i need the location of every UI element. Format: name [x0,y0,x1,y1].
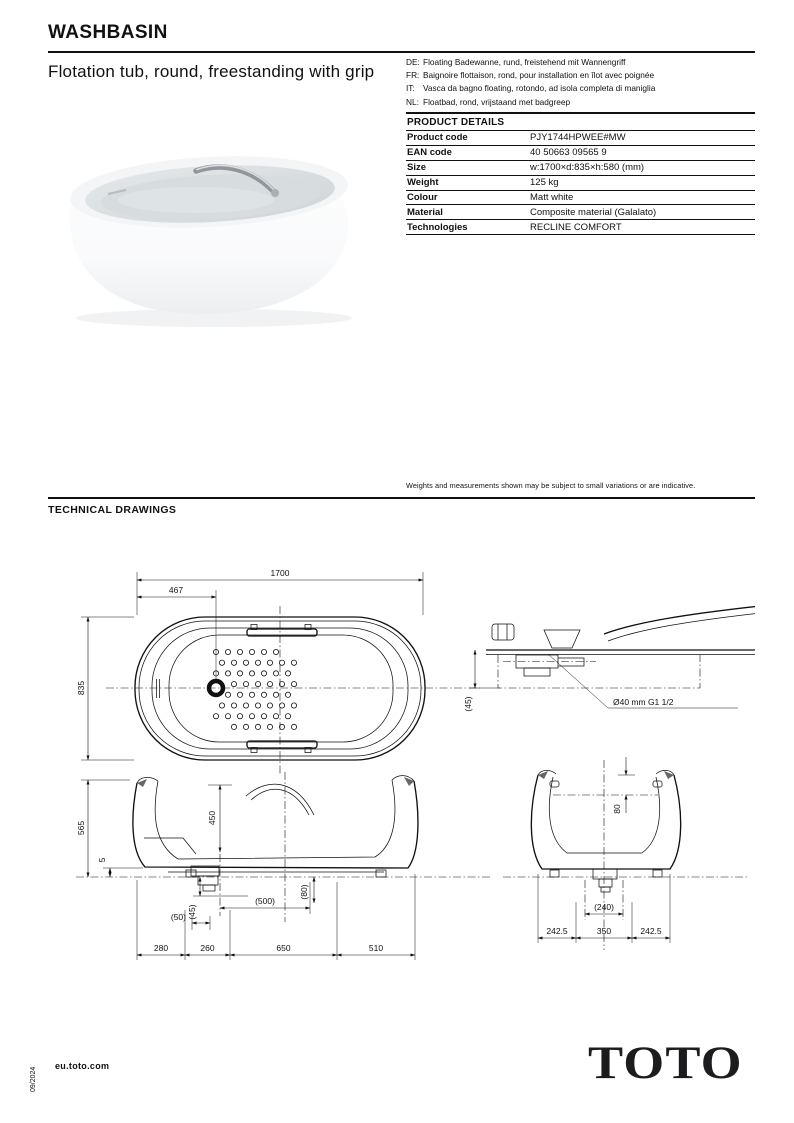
revision-date: 09/2024 [30,1066,37,1092]
detail-value: PJY1744HPWEE#MW [530,132,626,144]
detail-value: w:1700×d:835×h:580 (mm) [530,162,645,174]
section-mark [538,771,548,779]
detail-label: Product code [407,132,468,144]
lang-code-de: DE: [406,57,420,67]
dim-front-b3: 650 [276,943,291,953]
product-details-table [406,112,755,235]
detail-value: 40 50663 09565 9 [530,147,607,159]
description-nl [406,96,756,109]
front-elevation [76,772,490,960]
dim-front-500: (500) [255,896,275,906]
lang-code-it: IT: [406,83,415,94]
description-fr [406,69,756,82]
detail-value: Matt white [530,192,574,203]
drain-detail-view [463,606,755,712]
lang-text-fr: Baignoire flottaison, rond, pour installation en îlot avec poignée [423,70,655,81]
grip-handle-front [246,784,314,815]
shroud-outline [498,655,700,688]
top-view [76,568,480,774]
table-row [406,131,755,146]
detail-value: RECLINE COMFORT [530,221,622,233]
end-elevation [503,757,748,950]
dim-front-b2: 260 [200,943,215,953]
dim-end-b2: 350 [596,926,612,936]
dim-end-b1: 242.5 [546,926,568,936]
title-divider [48,51,755,53]
overflow-marks [157,679,160,698]
product-subtitle: Flotation tub, round, freestanding with grip [48,62,375,81]
jet-holes [213,649,296,729]
technical-drawings-heading: TECHNICAL DRAWINGS [48,504,177,516]
language-descriptions [406,56,756,109]
lang-text-it: Vasca da bagno floating, rotondo, ad isola completa di maniglia [423,83,656,94]
detail-label: Material [407,206,443,218]
page-title: WASHBASIN [48,22,168,43]
section-divider [48,497,755,499]
dim-front-height: 565 [76,820,86,836]
description-de [406,56,756,69]
detail-value: 125 kg [530,177,559,189]
foot [653,870,662,877]
table-row [406,146,755,161]
table-row [406,191,755,206]
drain-funnel [544,630,580,648]
technical-drawings-svg [48,522,755,987]
detail-label: Size [407,162,427,174]
end-drain [593,869,617,892]
dim-front-base: 5 [97,857,107,863]
dim-front-b1: 280 [153,943,169,953]
section-mark [404,777,414,786]
dim-front-80: (80) [299,884,309,900]
toto-logo: TOTO [588,1037,743,1089]
detail-label: EAN code [407,147,452,159]
disclaimer-text: Weights and measurements shown may be subject to small variations or are indicative. [406,481,696,490]
drain-trap [503,655,596,676]
dim-front-45: (45) [187,904,197,920]
drain-outlet-label: Ø40 mm G1 1/2 [613,697,674,707]
grip-mount [271,189,279,197]
table-row [406,161,755,176]
dim-front-50: (50) [170,912,186,922]
table-row [406,176,755,191]
product-photo [46,130,370,334]
dim-detail-recess: (45) [463,696,473,712]
dim-end-b3: 242.5 [640,926,662,936]
lang-code-fr: FR: [406,70,420,81]
website-link[interactable]: eu.toto.com [55,1061,110,1071]
dim-end-240: (240) [594,902,614,912]
basin-highlight [118,187,274,213]
description-it [406,82,756,95]
dim-drain-offset: 467 [168,585,184,595]
detail-value: Composite material (Galalato) [530,206,657,218]
dim-end-80: 80 [612,804,622,814]
detail-label: Weight [407,177,439,189]
table-row [406,205,755,220]
tub-photo-illustration [46,130,370,334]
dim-front-inner-depth: 450 [207,810,217,826]
foot [550,870,559,877]
grip-bar-top [247,625,317,637]
section-mark [664,771,674,779]
seat-step [144,838,196,854]
detail-label: Technologies [407,221,468,233]
grip-bar-bottom [247,741,317,753]
product-details-heading: PRODUCT DETAILS [406,112,755,131]
dim-front-b4: 510 [368,943,384,953]
dim-top-width: 1700 [270,568,290,578]
lang-code-nl: NL: [406,96,419,107]
lang-text-de: Floating Badewanne, rund, freistehend mit Wannengriff [423,57,626,67]
lang-text-nl: Floatbad, rond, vrijstaand met badgreep [423,96,571,107]
foot [376,870,386,877]
technical-drawings [48,522,755,987]
dim-top-depth: 835 [76,680,86,696]
drain-hole [209,681,223,695]
table-row [406,220,755,235]
detail-label: Colour [407,192,438,203]
